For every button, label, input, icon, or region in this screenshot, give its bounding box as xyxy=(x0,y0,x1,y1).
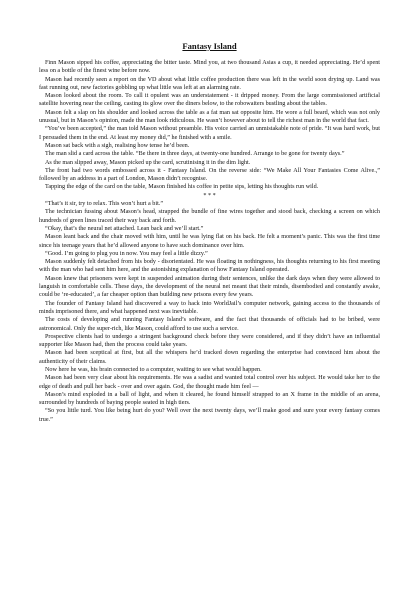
story-body xyxy=(39,59,380,424)
paragraph: The founder of Fantasy Island had discovered a way to hack into WorldJail’s computer network, gaining access to the thousands of minds imprisoned there, and what happened next was inevitable. xyxy=(39,300,380,315)
paragraph: Mason looked about the room. To call it opulent was an understatement - it dripped money. From the large commissioned artificial satellite hovering near the ceiling, casting its glow over the diners below, to the robowaiters bustling about the tables. xyxy=(39,93,380,108)
paragraph: Mason sat back with a sigh, realising how tense he’d been. xyxy=(45,142,190,149)
paragraph: “Okay, that’s the neural net attached. Lean back and we’ll start.” xyxy=(45,225,204,232)
paragraph: Tapping the edge of the card on the table, Mason finished his coffee in petite sips, letting his thoughts run wild. xyxy=(45,184,319,191)
paragraph: Prospective clients had to undergo a stringent background check before they were considered, and if they didn’t have an influential supporter like Mason had, then the process could take years. xyxy=(39,333,380,349)
paragraph: Mason knew that prisoners were kept in suspended animation during their sentences, unlike the dark days when they were allowed to languish in comfortable cells. These days, the development of the neural net meant that their minds, disembodied and constantly awake, could be ‘re-educated’, a far cheaper option than building new prisons every few years. xyxy=(39,275,380,299)
paragraph: Mason felt a slap on his shoulder and looked across the table as a fat man sat opposite him. He wore a full beard, which was not only unusual, but in Mason’s opinion, made the man look ridiculous. He wasn’t however about to tell the richest man in the world that fact. xyxy=(39,109,380,125)
paragraph: The costs of developing and running Fantasy Island’s software, and the fact that thousands of officials had to be bribed, were astronomical. Only the super-rich, like Mason, could afford to use such a service. xyxy=(39,317,380,332)
paragraph: Mason’s mind exploded in a ball of light, and when it cleared, he found himself strapped to an X frame in the middle of an arena, surrounded by hundreds of baying people seated in high tiers. xyxy=(39,391,380,407)
story-title: Fantasy Island xyxy=(182,41,237,51)
section-separator: * * * xyxy=(203,192,216,199)
paragraph: “Good. I’m going to plug you in now. You may feel a little dizzy.” xyxy=(45,250,208,257)
paragraph: “That’s it sir, try to relax. This won’t hurt a bit.” xyxy=(45,201,164,208)
paragraph: “So you little turd. You like being hurt do you? Well over the next twenty days, we’ll make good and sure your every fantasy comes true.” xyxy=(39,408,380,423)
paragraph: Mason leant back and the chair moved with him, until he was lying flat on his back. He felt a moment’s panic. This was the first time since his teenage years that he’d allowed anyone to have such dominance over him. xyxy=(39,234,380,249)
paragraph: The man slid a card across the table. “Be there in three days, at twenty-one hundred. Arrange to be gone for twenty days.” xyxy=(45,151,345,158)
paragraph: Mason had been sceptical at first, but all the whispers he’d tracked down regarding the enterprise had convinced him about the authenticity of their claims. xyxy=(39,350,380,365)
paragraph: Mason suddenly felt detached from his body - disorientated. He was floating in nothingness, his thoughts returning to his first meeting with the man who had sent him here, and the astonishing explanation of how Fantasy Island operated. xyxy=(39,259,380,274)
paragraph: Mason had been very clear about his requirements. He was a sadist and wanted total control over his subject. He would take her to the edge of death and pull her back - over and over again. God, the thought made him feel — xyxy=(39,375,380,390)
paragraph: As the man slipped away, Mason picked up the card, scrutinising it in the dim light. xyxy=(45,159,251,166)
paragraph: The technician fussing about Mason’s head, strapped the bundle of fine wires together and stood back, checking a screen on which hundreds of green lines traced their way back and forth. xyxy=(39,209,380,224)
paragraph: Now here he was, his brain connected to a computer, waiting to see what would happen. xyxy=(45,366,262,373)
paragraph: The front had two words embossed across it - Fantasy Island. On the reverse side: “We Make All Your Fantasies Come Alive.,” followed by an address in a part of London, Mason didn’t recognise. xyxy=(39,167,380,183)
paragraph: Finn Mason sipped his coffee, appreciating the bitter taste. Mind you, at two thousand Asias a cup, it needed appreciating. He’d spent less on a bottle of the finest wine before now. xyxy=(39,60,380,75)
paragraph: Mason had recently seen a report on the VD about what little coffee production there was left in the world soon drying up. Land was fast running out, new factories gobbling up what little was left at an alarming rate. xyxy=(39,76,380,91)
paragraph: “You’ve been accepted,” the man told Mason without preamble. His voice carried an unmistakable note of pride. “It was hard work, but I persuaded them in the end. At least my money did,” he finished with a smile. xyxy=(39,126,380,141)
